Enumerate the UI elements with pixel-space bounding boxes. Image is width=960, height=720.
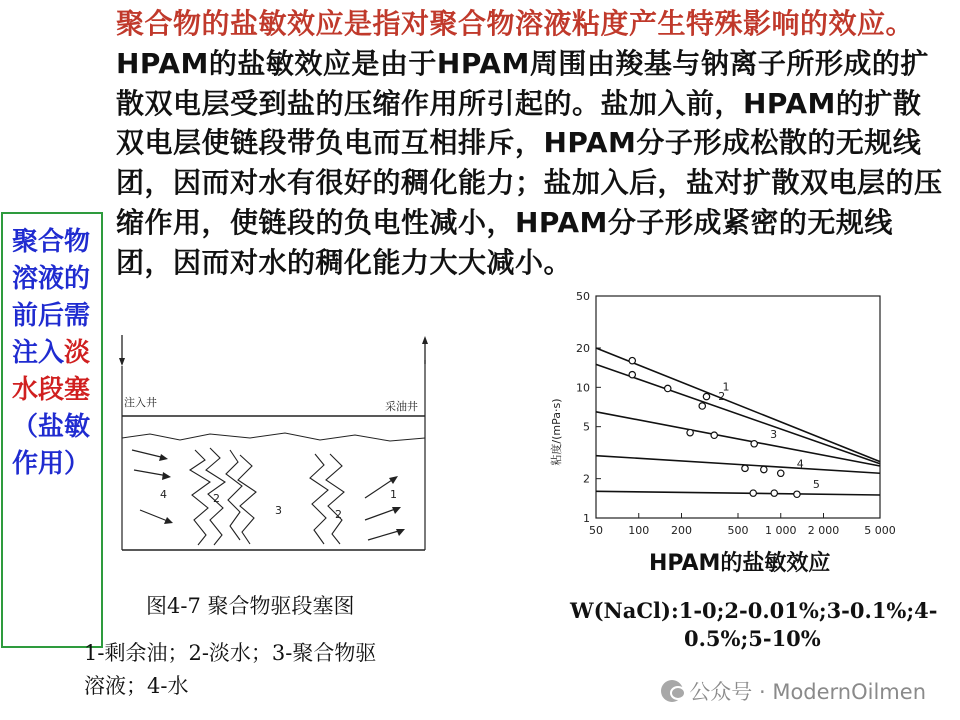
data-point xyxy=(711,432,717,438)
slug-diagram-caption: 图4-7 聚合物驱段塞图 xyxy=(146,594,355,618)
chart-conditions-line1: W(NaCl):1-0;2-0.01%;3-0.1%;4- xyxy=(570,598,938,623)
front-line xyxy=(310,454,328,544)
produce-arrowhead-icon xyxy=(422,336,428,344)
data-point xyxy=(629,371,635,377)
chart-frame xyxy=(596,296,880,518)
y-tick-label: 5 xyxy=(583,420,590,434)
x-tick-label: 500 xyxy=(727,524,749,537)
chart-conditions-line2: 0.5%;5-10% xyxy=(684,626,821,651)
x-tick-label: 5 000 xyxy=(864,524,896,537)
data-point xyxy=(761,466,767,472)
data-point xyxy=(703,393,709,399)
front-line xyxy=(190,450,210,545)
y-tick-label: 20 xyxy=(576,341,590,355)
data-point xyxy=(687,429,693,435)
chart-y-axis-label: 粘度/(mPa·s) xyxy=(550,398,563,466)
side-note-box xyxy=(1,212,103,648)
produce-well-label: 采油井 xyxy=(385,400,418,413)
wechat-icon xyxy=(661,680,683,702)
zone-label: 3 xyxy=(275,504,282,517)
side-note-text xyxy=(11,224,91,483)
x-tick-label: 1 000 xyxy=(764,524,797,537)
x-tick-label: 50 xyxy=(589,524,603,537)
data-point xyxy=(794,491,800,497)
data-point xyxy=(629,357,635,363)
front-line xyxy=(326,454,344,544)
y-tick-label: 2 xyxy=(583,472,590,486)
x-tick-label: 200 xyxy=(670,524,692,537)
side-note-part2: （盐敏作用） xyxy=(11,412,90,479)
data-point xyxy=(751,441,757,447)
series-line-1 xyxy=(596,348,880,462)
watermark xyxy=(661,676,926,706)
x-tick-label: 100 xyxy=(628,524,650,537)
side-note-part1: 聚合物溶液的前后需注入 xyxy=(11,227,90,368)
y-tick-label: 1 xyxy=(583,512,590,525)
data-point xyxy=(665,385,671,391)
paragraph-intro: 聚合物的盐敏效应是指对聚合物溶液粘度产生特殊影响的效应。 xyxy=(116,7,915,40)
zone-label: 4 xyxy=(160,488,167,501)
series-label-1: 1 xyxy=(722,380,730,394)
series-label-5: 5 xyxy=(812,478,820,492)
y-tick-label: 50 xyxy=(576,290,590,303)
zone-label: 2 xyxy=(335,508,342,521)
slug-diagram-legend-line1: 1-剩余油；2-淡水；3-聚合物驱 xyxy=(84,641,377,665)
data-point xyxy=(742,465,748,471)
watermark-text: 公众号 · ModernOilmen xyxy=(689,680,926,704)
series-label-4: 4 xyxy=(796,457,804,471)
inject-arrowhead-icon xyxy=(119,358,125,366)
series-line-5 xyxy=(596,491,880,495)
data-point xyxy=(699,403,705,409)
front-line xyxy=(226,450,242,540)
inject-well-label: 注入井 xyxy=(124,396,157,409)
data-point xyxy=(750,490,756,496)
y-tick-label: 10 xyxy=(576,381,590,395)
slug-diagram-legend-line2: 溶液；4-水 xyxy=(84,674,189,698)
side-note-highlight: 淡水段塞 xyxy=(11,338,91,405)
zone-label: 2 xyxy=(213,492,220,505)
zone-label: 1 xyxy=(390,488,397,501)
slug-diagram xyxy=(110,330,440,560)
x-tick-label: 2 000 xyxy=(807,524,840,537)
data-point xyxy=(778,470,784,476)
series-label-3: 3 xyxy=(770,427,778,441)
series-line-2 xyxy=(596,364,880,463)
series-label-2: 2 xyxy=(718,389,726,403)
paragraph-body: HPAM的盐敏效应是由于HPAM周围由羧基与钠离子所形成的扩散双电层受到盐的压缩作用所引起的。盐加入前，HPAM的扩散双电层使链段带负电而互相排斥，HPAM分子形成松散的无规线团，因而对水有很好的稠化能力；盐加入后，盐对扩散双电层的压缩作用，使链段的负电性减小，HPAM分子形成紧密的无规线团，因而对水的稠化能力大大减小。 xyxy=(116,46,943,279)
main-paragraph xyxy=(116,4,946,283)
data-point xyxy=(771,490,777,496)
front-line xyxy=(238,455,256,544)
viscosity-chart xyxy=(540,282,900,544)
chart-title: HPAM的盐敏效应 xyxy=(649,551,831,576)
